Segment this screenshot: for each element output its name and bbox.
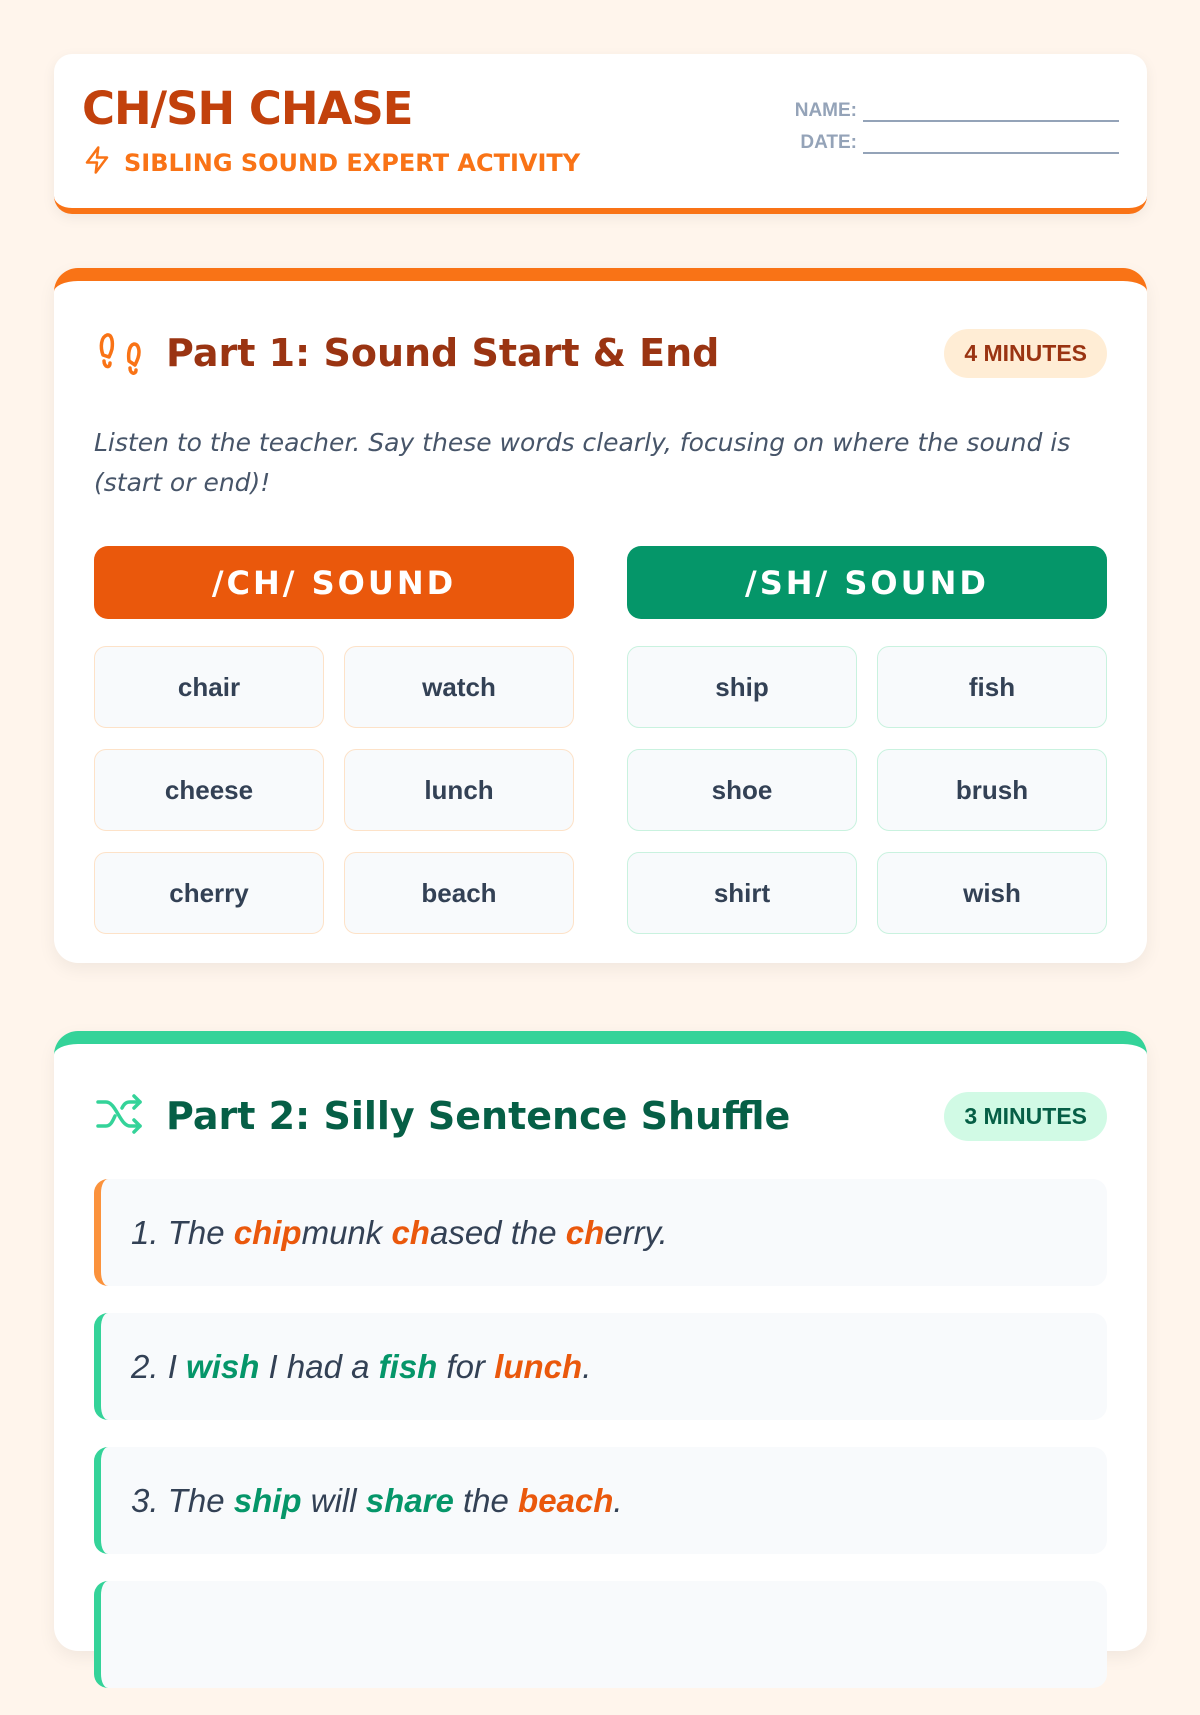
lightning-icon [82,145,112,180]
sh-sound-header: /SH/ SOUND [627,546,1107,619]
ch-sound-column [94,546,574,934]
sentence-text: 2. I [131,1347,187,1385]
ch-highlight: beach [518,1481,614,1519]
sh-highlight: wish [186,1347,260,1385]
sh-sound-column [627,546,1107,934]
sentence-text: I had a [259,1347,379,1385]
sentence-text: ased the [429,1213,566,1251]
word-card: cheese [94,749,324,831]
name-field[interactable] [863,100,1119,122]
sh-word-grid [627,646,1107,934]
sentence-text: 3. The [131,1481,234,1519]
ch-highlight: lunch [494,1347,583,1385]
sentence-row [94,1447,1107,1554]
date-field[interactable] [863,132,1119,154]
word-card: chair [94,646,324,728]
sentence-row [94,1581,1107,1688]
name-label: NAME: [794,100,857,121]
sh-highlight: fish [378,1347,438,1385]
part1-time-badge: 4 MINUTES [944,329,1107,378]
word-card: watch [344,646,574,728]
ch-highlight: chip [233,1213,302,1251]
word-card: beach [344,852,574,934]
sentence-list [94,1179,1107,1715]
part1-title: Part 1: Sound Start & End [166,331,720,375]
word-card: brush [877,749,1107,831]
part1-instructions: Listen to the teacher. Say these words clearly, focusing on where the sound is (start or end)! [94,428,1071,497]
word-card: shoe [627,749,857,831]
subtitle: SIBLING SOUND EXPERT ACTIVITY [124,148,581,177]
word-card: ship [627,646,857,728]
sentence-row [94,1313,1107,1420]
sentence-text: will [301,1481,366,1519]
sentence-text: . [613,1481,623,1519]
page-title: CH/SH CHASE [82,82,413,135]
sentence-text: for [437,1347,495,1385]
date-label: DATE: [800,132,857,153]
subtitle-row [82,145,580,180]
name-date-fields [795,100,1119,164]
word-card: lunch [344,749,574,831]
part2-title: Part 2: Silly Sentence Shuffle [166,1094,791,1138]
word-card: fish [877,646,1107,728]
part2-header [94,1088,1107,1144]
ch-highlight: ch [391,1213,430,1251]
ch-sound-header: /CH/ SOUND [94,546,574,619]
word-card: wish [877,852,1107,934]
sh-highlight: ship [233,1481,302,1519]
part2-time-badge: 3 MINUTES [944,1092,1107,1141]
ch-highlight: ch [565,1213,605,1251]
sentence-text: erry. [604,1213,668,1251]
worksheet-header [54,54,1147,214]
word-card: cherry [94,852,324,934]
sh-highlight: share [365,1481,454,1519]
sentence-text: . [582,1347,592,1385]
part1-card [54,268,1147,963]
sentence-text: munk [301,1213,392,1251]
shuffle-icon [94,1088,166,1145]
sentence-text: the [453,1481,519,1519]
part2-card [54,1031,1147,1651]
part1-header [94,325,1107,381]
footprints-icon [94,325,166,382]
sentence-row [94,1179,1107,1286]
word-card: shirt [627,852,857,934]
sentence-text: 1. The [131,1213,234,1251]
ch-word-grid [94,646,574,934]
